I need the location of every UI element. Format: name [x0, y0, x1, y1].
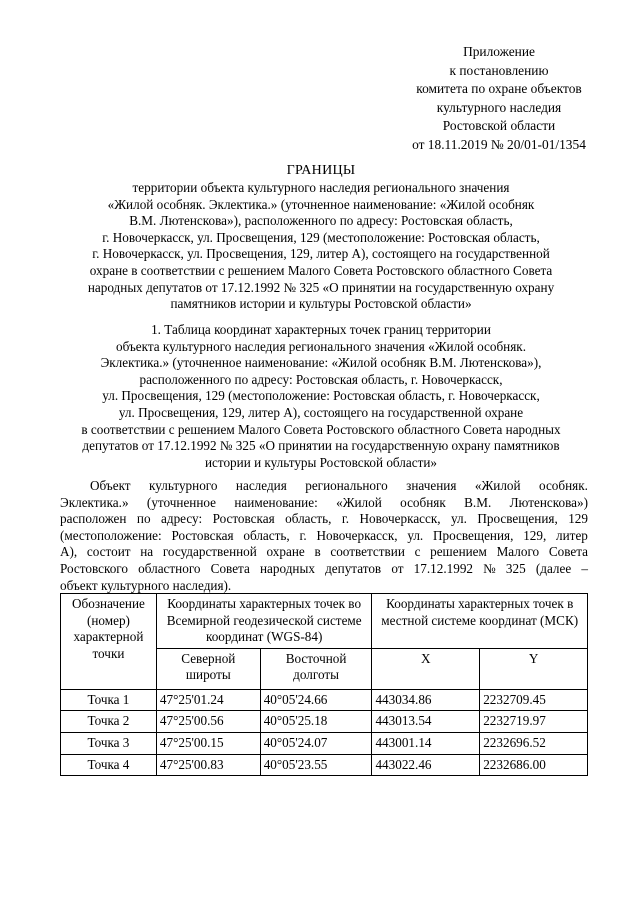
longitude: 40°05'24.07 [260, 732, 372, 754]
paragraph-word: по [136, 511, 151, 527]
paragraph-word: Ростовского [60, 560, 128, 576]
coord-x: 443034.86 [372, 689, 480, 711]
latitude: 47°25'00.56 [156, 711, 260, 733]
paragraph-word: объект культурного наследия). [60, 577, 232, 593]
paragraph-word: Новочеркасск, [359, 511, 441, 527]
paragraph-word: – [581, 560, 588, 576]
appendix-line: к постановлению [449, 62, 549, 78]
paragraph-line [60, 528, 588, 545]
section-line: ул. Просвещения, 129 (местоположение: Ростовская область, г. Новочеркасск, [102, 388, 540, 404]
paragraph-word: 325 [505, 560, 526, 576]
table-row [61, 754, 588, 776]
longitude: 40°05'24.66 [260, 689, 372, 711]
paragraph-line [60, 561, 588, 578]
document-subtitle [60, 180, 582, 313]
section-line: объекта культурного наследия регионального значения «Жилой особняк. [115, 338, 527, 354]
paragraph-word: депутатов [325, 560, 382, 576]
point-name: Точка 3 [61, 732, 157, 754]
table-header-row [61, 594, 588, 649]
coord-y: 2232709.45 [480, 689, 588, 711]
paragraph-word: (далее [535, 560, 572, 576]
section-heading [60, 322, 582, 471]
header-north: Северной широты [156, 648, 260, 689]
paragraph-word: решением [430, 544, 487, 560]
section-line: истории и культуры Ростовской области» [204, 454, 438, 470]
subtitle-line: памятников истории и культуры Ростовской области» [170, 296, 472, 312]
paragraph-word: ул. [451, 511, 467, 527]
subtitle-line: территории объекта культурного наследия регионального значения [132, 180, 510, 195]
paragraph-word: охране [266, 544, 305, 560]
table-row [61, 732, 588, 754]
coord-y: 2232686.00 [480, 754, 588, 776]
paragraph-line [60, 511, 588, 528]
appendix-line: культурного наследия [436, 99, 562, 115]
paragraph-line [60, 495, 588, 512]
paragraph-word: А), [60, 544, 78, 560]
paragraph-word: культурного [149, 478, 218, 493]
appendix-line: комитета по охране объектов [416, 81, 582, 97]
paragraph-word: состоит [86, 544, 131, 560]
section-line: ул. Просвещения, 129, литер А), состоящего на государственной охране [118, 404, 524, 420]
paragraph-word: № [483, 560, 496, 576]
table-row [61, 689, 588, 711]
table-row [61, 711, 588, 733]
paragraph-word: Эклектика.» [60, 494, 129, 510]
header-wgs: Координаты характерных точек во Всемирной геодезической системе координат (WGS-84) [156, 594, 372, 649]
subtitle-line: охране в соответствии с решением Малого Совета Ростовского областного Совета [89, 262, 553, 278]
coordinates-table [60, 593, 588, 776]
paragraph-word: Лютенскова») [509, 494, 588, 510]
section-line: депутатов от 17.12.1992 № 325 «О принятии на государственную охрану памятников [82, 438, 560, 454]
paragraph-word: «Жилой [474, 478, 521, 493]
paragraph-word: 129, [523, 527, 547, 543]
paragraph-word: особняк [400, 494, 446, 510]
paragraph-word: в [314, 544, 321, 560]
paragraph-word: народных [259, 560, 315, 576]
paragraph-line [60, 578, 588, 595]
paragraph-line [60, 478, 588, 495]
appendix-line: от 18.11.2019 № 20/01-01/1354 [412, 136, 586, 152]
paragraph-word: Просвещения, [477, 511, 558, 527]
paragraph-word: наименование: [234, 494, 318, 510]
body-paragraph [60, 478, 588, 594]
paragraph-word: областного [138, 560, 201, 576]
paragraph-word: на [140, 544, 154, 560]
header-point: Обозначение (номер) характерной точки [61, 594, 157, 690]
point-name: Точка 1 [61, 689, 157, 711]
paragraph-word: г. [341, 511, 350, 527]
coord-x: 443013.54 [372, 711, 480, 733]
paragraph-word: Ростовская [171, 527, 234, 543]
coord-y: 2232696.52 [480, 732, 588, 754]
subtitle-line: В.М. Лютенскова»), расположенного по адресу: Ростовская область, [129, 213, 513, 229]
appendix-line: Ростовской области [442, 118, 556, 134]
header-east: Восточной долготы [260, 648, 372, 689]
paragraph-word: соответствии [330, 544, 405, 560]
paragraph-word: от [391, 560, 404, 576]
paragraph-word: Ростовская [212, 511, 275, 527]
paragraph-word: государственной [162, 544, 257, 560]
latitude: 47°25'00.15 [156, 732, 260, 754]
paragraph-word: адресу: [161, 511, 203, 527]
paragraph-word: 129 [568, 511, 588, 527]
header-y: Y [480, 648, 588, 689]
section-line: расположенного по адресу: Ростовская область, г. Новочеркасск, [139, 371, 503, 387]
paragraph-word: г. [299, 527, 307, 543]
paragraph-word: «Жилой [336, 494, 382, 510]
subtitle-line: народных депутатов от 17.12.1992 № 325 «О принятии на государственную охрану [87, 279, 555, 295]
point-name: Точка 4 [61, 754, 157, 776]
paragraph-word: 17.12.1992 [413, 560, 473, 576]
latitude: 47°25'01.24 [156, 689, 260, 711]
coord-x: 443001.14 [372, 732, 480, 754]
longitude: 40°05'23.55 [260, 754, 372, 776]
paragraph-word: с [414, 544, 421, 560]
paragraph-word: Малого [496, 544, 540, 560]
paragraph-word: (местоположение: [60, 527, 162, 543]
coord-x: 443022.46 [372, 754, 480, 776]
section-line: 1. Таблица координат характерных точек границ территории [151, 322, 491, 337]
paragraph-word: литер [556, 527, 588, 543]
paragraph-word: Просвещения, [433, 527, 514, 543]
paragraph-word: регионального [305, 478, 388, 493]
paragraph-word: расположен [60, 511, 127, 527]
paragraph-word: область, [285, 511, 332, 527]
paragraph-word: ул. [407, 527, 424, 543]
subtitle-line: «Жилой особняк. Эклектика.» (уточненное наименование: «Жилой особняк [107, 196, 535, 212]
paragraph-word: Объект [90, 478, 131, 493]
paragraph-word: особняк. [539, 478, 588, 493]
paragraph-word: значения [406, 478, 457, 493]
subtitle-line: г. Новочеркасск, ул. Просвещения, 129 (местоположение: Ростовская область, [102, 229, 540, 245]
coord-y: 2232719.97 [480, 711, 588, 733]
paragraph-line [60, 544, 588, 561]
paragraph-word: Новочеркасск, [316, 527, 398, 543]
paragraph-word: область, [243, 527, 290, 543]
section-line: Эклектика.» (уточненное наименование: «Жилой особняк В.М. Лютенскова»), [100, 355, 542, 371]
appendix-header [388, 43, 610, 155]
point-name: Точка 2 [61, 711, 157, 733]
paragraph-word: В.М. [464, 494, 492, 510]
paragraph-word: Совета [210, 560, 250, 576]
header-msk: Координаты характерных точек в местной системе координат (МСК) [372, 594, 588, 649]
paragraph-word: наследия [235, 478, 287, 493]
header-x: X [372, 648, 480, 689]
document-title: ГРАНИЦЫ [286, 163, 356, 178]
appendix-line: Приложение [463, 44, 535, 59]
longitude: 40°05'25.18 [260, 711, 372, 733]
subtitle-line: г. Новочеркасск, ул. Просвещения, 129, литер А), состоящего на государственной [92, 246, 550, 262]
paragraph-word: Совета [548, 544, 588, 560]
latitude: 47°25'00.83 [156, 754, 260, 776]
paragraph-word: (уточненное [146, 494, 217, 510]
section-line: в соответствии с решением Малого Совета Ростовского областного Совета народных [81, 421, 561, 437]
